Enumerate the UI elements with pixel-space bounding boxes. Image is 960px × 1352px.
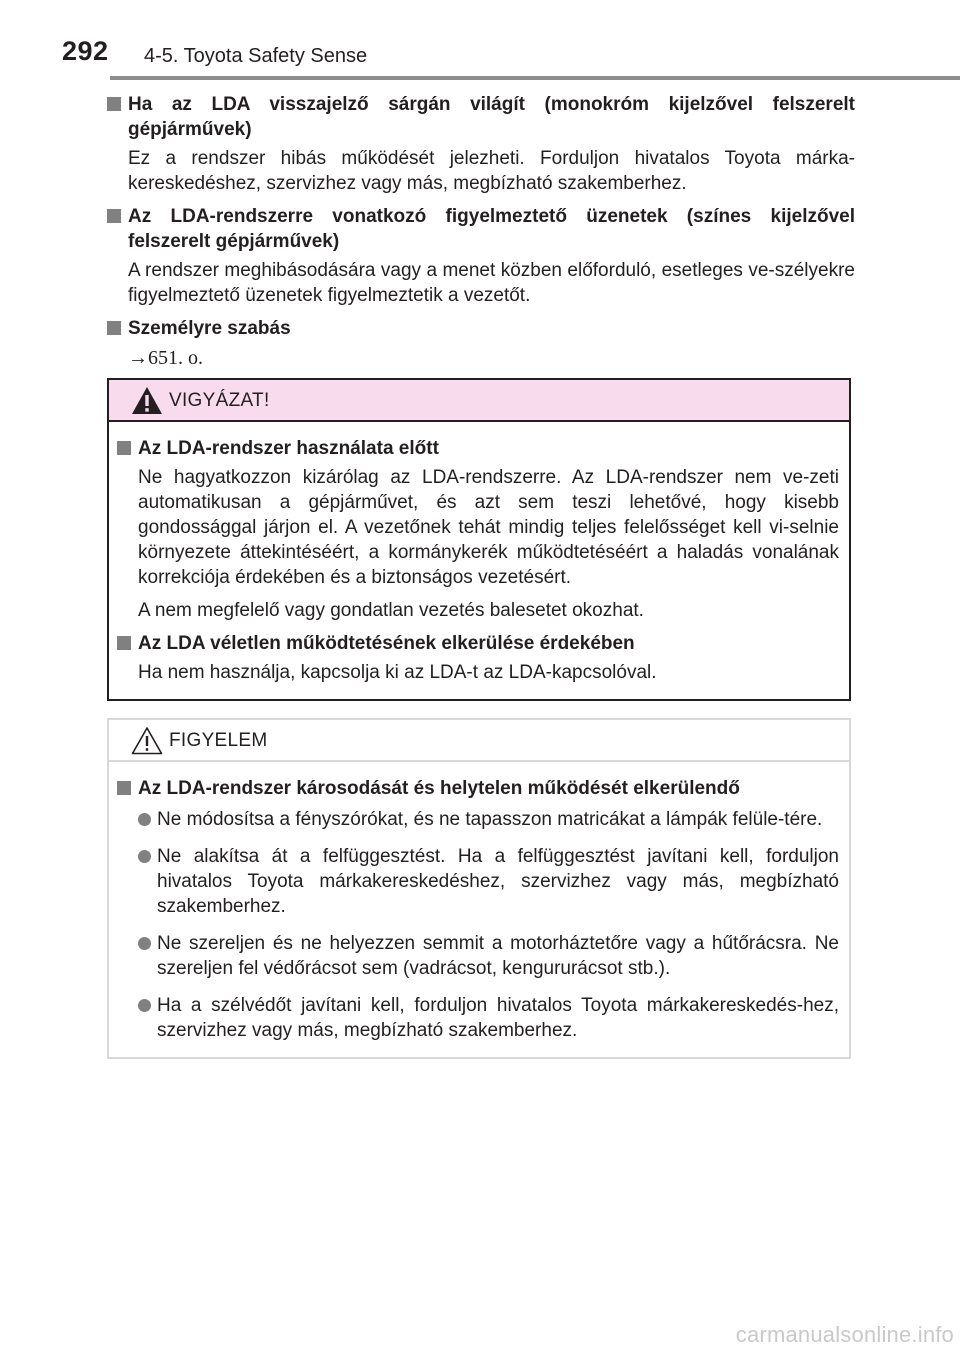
warning-box-header: [109, 380, 849, 422]
bullet-text: Ha a szélvédőt javítani kell, forduljon hivatalos Toyota márkakereskedés-hez, szervizhez vagy más, megbízható szakemberhez.: [157, 995, 839, 1041]
warning-section: [117, 436, 839, 623]
caution-box-title: FIGYELEM: [169, 730, 268, 751]
caution-section-heading: [117, 776, 839, 801]
section-heading: [107, 204, 855, 254]
warning-paragraph: A nem megfelelő vagy gondatlan vezetés balesetet okozhat.: [138, 600, 644, 621]
caution-triangle-icon: [131, 726, 163, 755]
bullet-text: Ne módosítsa a fényszórókat, és ne tapasszon matricákat a lámpák felüle-tére.: [157, 809, 823, 830]
warning-section-heading: [117, 631, 839, 656]
section-body: Ez a rendszer hibás működését jelezheti. Forduljon hivatalos Toyota márka-kereskedéshez, szervizhez vagy más, megbízható szakemberhez.: [128, 148, 855, 194]
square-bullet-icon: [117, 781, 131, 795]
caution-bullet-item: [117, 993, 839, 1043]
watermark: carmanualsonline.info: [735, 1322, 954, 1347]
round-bullet-icon: [138, 999, 151, 1012]
section-heading: [107, 92, 855, 142]
page-number: 292: [62, 36, 109, 66]
section-heading-text: Az LDA-rendszer károsodását és helytelen működését elkerülendő: [138, 778, 740, 799]
main-content: [107, 92, 855, 378]
round-bullet-icon: [138, 937, 151, 950]
caution-box: [107, 718, 851, 1059]
section-body: A rendszer meghibásodására vagy a menet közben előforduló, esetleges ve-szélyekre figyelmeztető üzenetek figyelmeztetik a vezetőt.: [128, 260, 855, 306]
section-lda-messages: [107, 204, 855, 308]
warning-paragraph: Ne hagyatkozzon kizárólag az LDA-rendszerre. Az LDA-rendszer nem ve-zeti automatikusan a gépjárművet, és azt sem teszi lehetővé, hogy kisebb gondossággal járjon el. A vezetőnek tehát mindig teljes felelősséget kell vi-selnie környezete áttekintéséért, a kormánykerék működtetéséért a haladás vonalának korrekciója érdekében és a biztonságos vezetésért.: [138, 467, 839, 588]
caution-box-header: [109, 720, 849, 762]
warning-section: [117, 631, 839, 685]
square-bullet-icon: [117, 636, 131, 650]
warning-box: [107, 378, 851, 701]
section-heading-text: Az LDA véletlen működtetésének elkerülése érdekében: [138, 633, 635, 654]
square-bullet-icon: [107, 321, 121, 335]
warning-triangle-icon: [131, 386, 163, 415]
section-heading-text: Az LDA-rendszerre vonatkozó figyelmeztető üzenetek (színes kijelzővel felszerelt gépjárművek): [128, 206, 855, 252]
caution-bullet-item: [117, 807, 839, 832]
square-bullet-icon: [117, 441, 131, 455]
caution-bullet-item: [117, 931, 839, 981]
header-section-title: 4-5. Toyota Safety Sense: [144, 45, 368, 67]
page-reference-link[interactable]: →651. o.: [128, 347, 203, 369]
caution-section: [117, 776, 839, 1043]
section-heading-text: Ha az LDA visszajelző sárgán világít (monokróm kijelzővel felszerelt gépjárművek): [128, 94, 855, 140]
section-heading-text: Személyre szabás: [128, 318, 291, 339]
warning-box-title: VIGYÁZAT!: [169, 390, 270, 411]
warning-paragraph: Ha nem használja, kapcsolja ki az LDA-t az LDA-kapcsolóval.: [138, 662, 657, 683]
section-lda-indicator: [107, 92, 855, 196]
bullet-text: Ne alakítsa át a felfüggesztést. Ha a felfüggesztést javítani kell, forduljon hivatalos Toyota márkakereskedéshez, szervizhez vagy más, megbízható szakemberhez.: [157, 846, 839, 917]
section-heading-text: Az LDA-rendszer használata előtt: [138, 438, 439, 459]
round-bullet-icon: [138, 850, 151, 863]
section-heading: [107, 316, 855, 341]
section-customization: [107, 316, 855, 370]
square-bullet-icon: [107, 97, 121, 111]
caution-bullet-item: [117, 844, 839, 919]
round-bullet-icon: [138, 813, 151, 826]
warning-section-heading: [117, 436, 839, 461]
header-rule: [110, 76, 960, 80]
bullet-text: Ne szereljen és ne helyezzen semmit a motorháztetőre vagy a hűtőrácsra. Ne szereljen fel védőrácsot sem (vadrácsot, kengururácsot stb.).: [157, 933, 839, 979]
square-bullet-icon: [107, 209, 121, 223]
